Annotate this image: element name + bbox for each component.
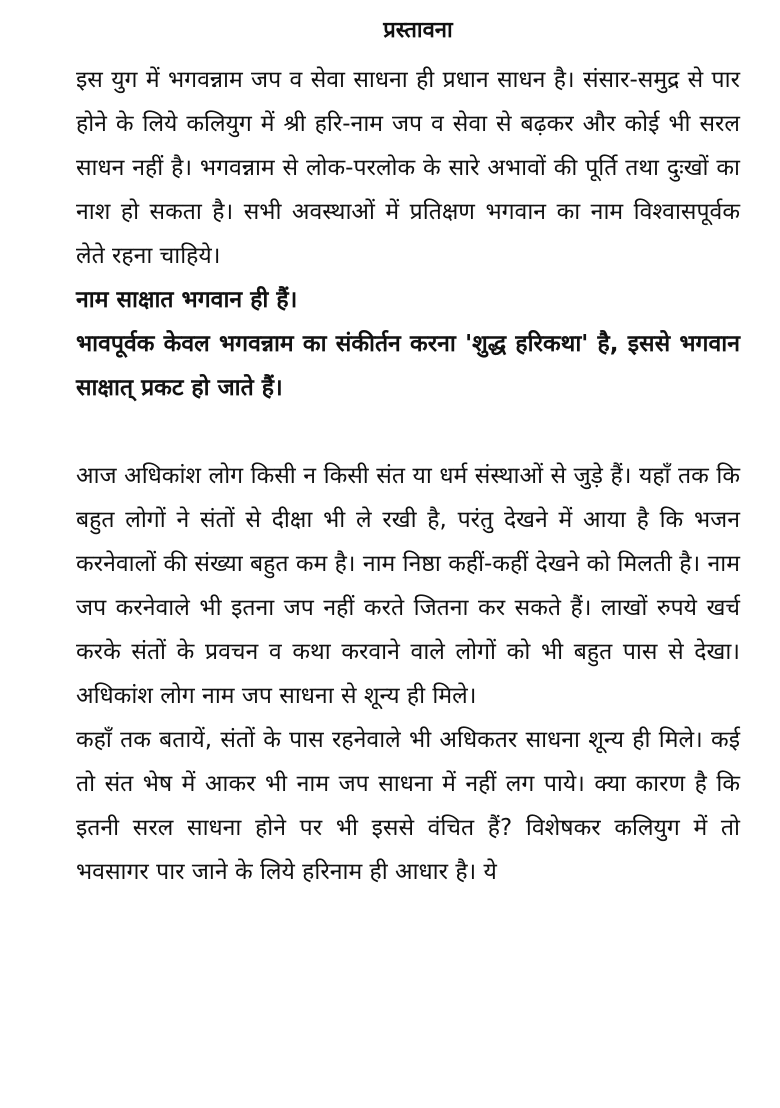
paragraph-intro: इस युग में भगवन्नाम जप व सेवा साधना ही प्रधान साधन है। संसार-समुद्र से पार होने के लिये कलियुग में श्री हरि-नाम जप व सेवा से बढ़कर और कोई भी सरल साधन नहीं है। भगवन्नाम से लोक-परलोक के सारे अभावों की पूर्ति तथा दुःखों का नाश हो सकता है। सभी अवस्थाओं में प्रतिक्षण भगवान का नाम विश्वासपूर्वक लेते रहना चाहिये। (76, 67, 740, 269)
paragraph-shuddh-harikatha: भावपूर्वक केवल भगवन्नाम का संकीर्तन करना 'शुद्ध हरिकथा' है, इससे भगवान साक्षात् प्रकट हो जाते हैं। (76, 331, 740, 401)
paragraph-kahan-tak: कहाँ तक बतायें, संतों के पास रहनेवाले भी अधिकतर साधना शून्य ही मिले। कई तो संत भेष में आकर भी नाम जप साधना में नहीं लग पाये। क्या कारण है कि इतनी सरल साधना होने पर भी इससे वंचित हैं? विशेषकर कलियुग में तो भवसागर पार जाने के लिये हरिनाम ही आधार है। ये (76, 727, 740, 885)
page-title: प्रस्तावना (383, 18, 453, 43)
paragraph-spacer (76, 410, 740, 454)
paragraph-aaj-adhikansh: आज अधिकांश लोग किसी न किसी संत या धर्म संस्थाओं से जुड़े हैं। यहाँ तक कि बहुत लोगों ने संतों से दीक्षा भी ले रखी है, परंतु देखने में आया है कि भजन करनेवालों की संख्या बहुत कम है। नाम निष्ठा कहीं-कहीं देखने को मिलती है। नाम जप करनेवाले भी इतना जप नहीं करते जितना कर सकते हैं। लाखों रुपये खर्च करके संतों के प्रवचन व कथा करवाने वाले लोगों को भी बहुत पास से देखा। अधिकांश लोग नाम जप साधना से शून्य ही मिले। (76, 463, 740, 709)
paragraph-naam-bhagwan: नाम साक्षात भगवान ही हैं। (76, 287, 298, 313)
